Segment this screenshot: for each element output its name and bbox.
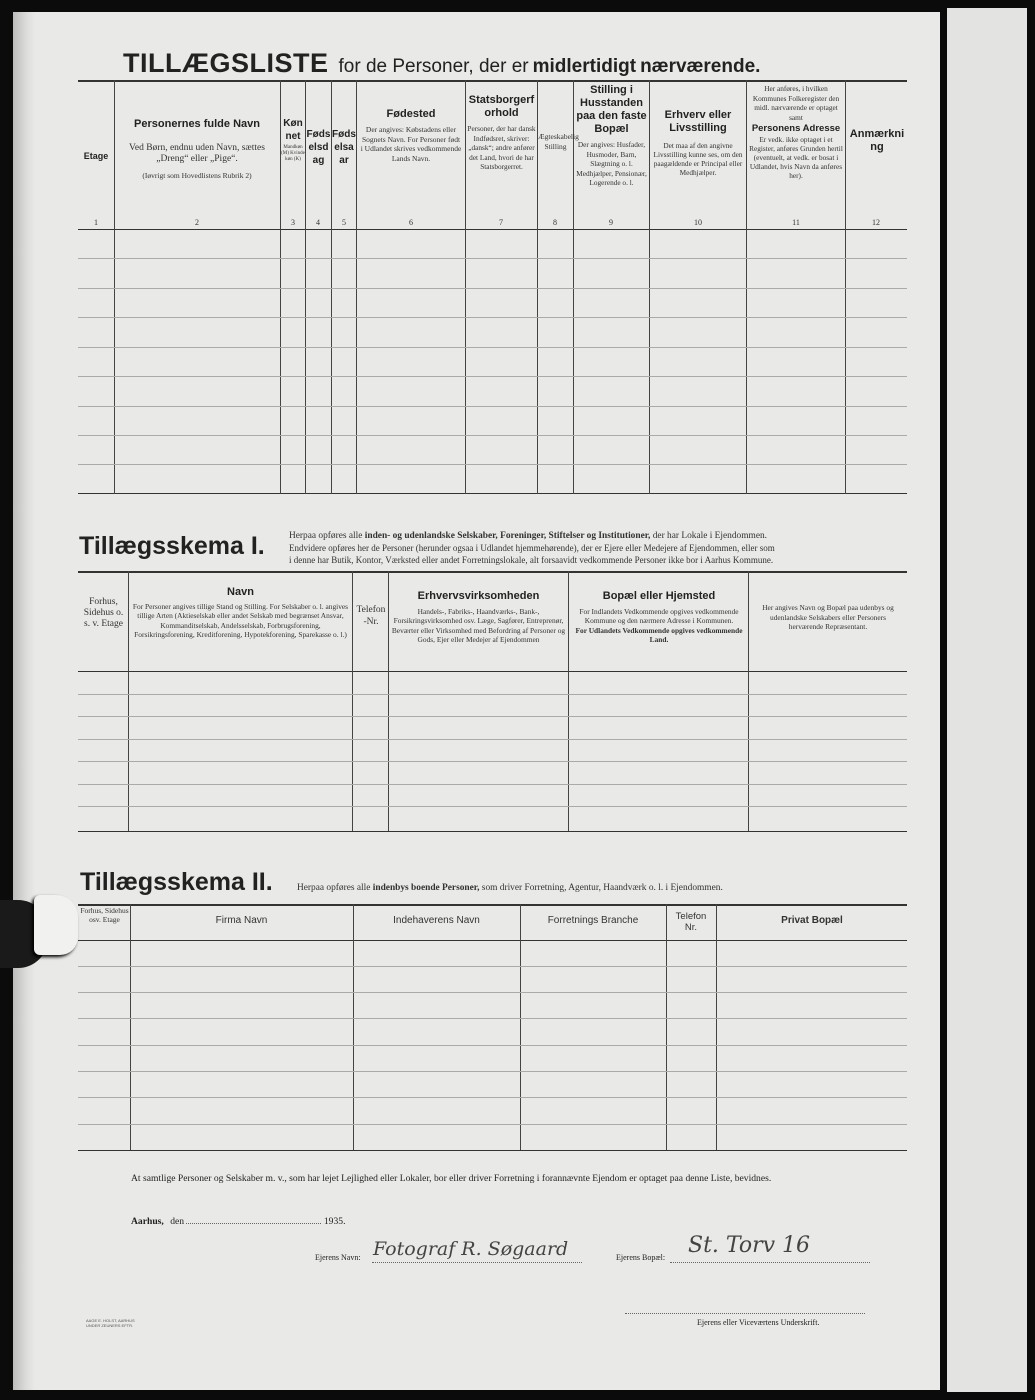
s1-col-phone-header: Telefon-Nr. bbox=[356, 605, 386, 627]
s2-col-branch-header: Forretnings Branche bbox=[547, 915, 639, 926]
s1-col-business-header: Erhvervsvirksomheden Handels-, Fabriks-, Haandværks-, Bank-, Forsikringsvirksomhed osv. Læge, Sagfører, Entreprenør, Beværter eller Virksomhed med Befordring af Personer og Gods, Ejer eller Medejer af Ejendommen bbox=[391, 590, 566, 644]
col-number: 3 bbox=[291, 218, 295, 227]
title-rest-c: nærværende. bbox=[640, 56, 761, 77]
col-etage-header: Etage bbox=[83, 151, 109, 161]
col-number: 7 bbox=[499, 218, 503, 227]
page-binding-edge bbox=[13, 12, 35, 1390]
col-number: 11 bbox=[792, 218, 800, 227]
col-household-header: Stilling i Husstanden paa den faste Bopæl Der angives: Husfader, Husmoder, Barn, Slægtning o. l. Medhjælper, Pensionær, Logerende o. l. bbox=[576, 84, 647, 187]
page-title bbox=[123, 48, 893, 82]
s2-col-firm-header: Firma Navn bbox=[215, 915, 268, 926]
schema1-intro: Herpaa opføres alle inden- og udenlandske Selskaber, Foreninger, Stiftelser og Institutioner, der har Lokale i Ejendommen. Endvidere opføres her de Personer (herunder ogsaa i Udlandet hjemmehørende), der er Ejere eller Medejere af Ejendommen, eller som i denne har Butik, Kontor, Værksted eller andet Forretningslokale, alt forsaavidt vedkommende Personer ikke bor i Aarhus Kommune. bbox=[289, 531, 775, 565]
col-occupation-header: Erhverv eller Livsstilling Det maa af den angivne Livsstilling kunne ses, om den paagældende er Principal eller Medhjælper. bbox=[653, 109, 743, 177]
col-number: 10 bbox=[694, 218, 702, 227]
col-number: 8 bbox=[553, 218, 557, 227]
title-main: TILLÆGSLISTE bbox=[123, 48, 329, 78]
col-number: 4 bbox=[316, 218, 320, 227]
owner-address-value: St. Torv 16 bbox=[688, 1233, 811, 1258]
printer-imprint: AAGE E. HOLST, AARHUS UNDER ZEUNERS EFTR. bbox=[86, 1318, 135, 1328]
schema2-intro: Herpaa opføres alle indenbys boende Personer, som driver Forretning, Agentur, Haandværk o. l. i Ejendommen. bbox=[297, 883, 723, 893]
col-address-header: Her anføres, i hvilken Kommunes Folkeregister den midl. nærværende er optaget samt Personens Adresse Er vedk. ikke optaget i et Register, anføres Grunden hertil (eventuelt, at vedk. er bosat i Udlandet, hvis Navn da anføres her). bbox=[749, 84, 843, 180]
s2-col-owner-header: Indehaverens Navn bbox=[393, 915, 480, 926]
col-birthyear-header: Fødselsaar bbox=[332, 129, 356, 166]
binder-clip bbox=[0, 895, 80, 970]
col-number: 12 bbox=[872, 218, 880, 227]
place-label: Aarhus, bbox=[131, 1216, 164, 1227]
year-label: 1935. bbox=[323, 1216, 346, 1227]
col-number: 2 bbox=[195, 218, 199, 227]
s1-col-representative-header: Her angives Navn og Bopæl paa udenbys og udenlandske Selskabers eller Personers herværende Repræsentant. bbox=[762, 603, 894, 631]
s1-col-name-header: Navn For Personer angives tillige Stand og Stilling. For Selskaber o. l. angives tillige Arten (Aktieselskab eller andet Selskab med begrænset Ansvar, Kommanditselskab, Andelsselskab, Forbrugsforening, Forsikringsforening, Kreditforening, Hypotekforening, Sparekasse o. l.) bbox=[132, 586, 349, 639]
col-gender-header: Kønnet Mandkøn (M) Kvindekøn (K) bbox=[281, 118, 305, 162]
s2-col-etage-header: Forhus, Sidehus osv. Etage bbox=[80, 906, 129, 924]
schema2-title: Tillægsskema II. bbox=[80, 868, 273, 896]
title-rest-b: midlertidigt bbox=[532, 56, 637, 77]
col-number: 5 bbox=[342, 218, 346, 227]
adjacent-page bbox=[947, 8, 1027, 1392]
col-number: 6 bbox=[409, 218, 413, 227]
title-rest-a: for de Personer, der er bbox=[338, 56, 529, 77]
s2-col-phone-header: Telefon Nr. bbox=[675, 911, 707, 933]
date-line bbox=[131, 1216, 345, 1227]
schema1-title: Tillægsskema I. bbox=[79, 532, 265, 560]
col-birthplace-header: Fødested Der angives: Købstadens eller Sognets Navn. For Personer født i Udlandet skrives vedkommende Lands Navn. bbox=[360, 108, 462, 163]
certification-statement: At samtlige Personer og Selskaber m. v., som har lejet Lejlighed eller Lokaler, bor eller driver Forretning i forannævnte Ejendom er optaget paa denne Liste, bevidnes. bbox=[131, 1173, 772, 1184]
owner-name-value: Fotograf R. Søgaard bbox=[373, 1238, 569, 1260]
s1-col-etage-header: Forhus, Sidehus o. s. v. Etage bbox=[83, 597, 124, 629]
col-remark-header: Anmærkning bbox=[849, 128, 905, 153]
col-number: 1 bbox=[94, 218, 98, 227]
s2-col-private-header: Privat Bopæl bbox=[781, 915, 843, 926]
owner-address-label: Ejerens Bopæl: bbox=[616, 1253, 666, 1262]
col-marital-header: Ægteskabelig Stilling bbox=[538, 132, 579, 151]
s1-col-residence-header: Bopæl eller Hjemsted For Indlandets Vedkommende opgives vedkommende Kommune og den nærmere Adresse i Kommunen. For Udlandets Vedkommende opgives vedkommende Land. bbox=[575, 590, 743, 644]
col-citizenship-header: Statsborgerforhold Personer, der har dansk Indfødsret, skriver: „dansk“; andre anfører det Land, hvori de har Statsborgerret. bbox=[467, 94, 536, 171]
signature-label: Ejerens eller Viceværtens Underskrift. bbox=[697, 1318, 820, 1327]
col-number: 9 bbox=[609, 218, 613, 227]
den-label: den bbox=[170, 1216, 185, 1227]
owner-name-label: Ejerens Navn: bbox=[315, 1253, 361, 1262]
col-name-header: Personernes fulde Navn Ved Børn, endnu uden Navn, sættes „Dreng“ eller „Pige“. (Iøvrigt som Hovedlistens Rubrik 2) bbox=[129, 118, 265, 180]
col-birthday-header: Fødselsdag bbox=[306, 129, 331, 166]
